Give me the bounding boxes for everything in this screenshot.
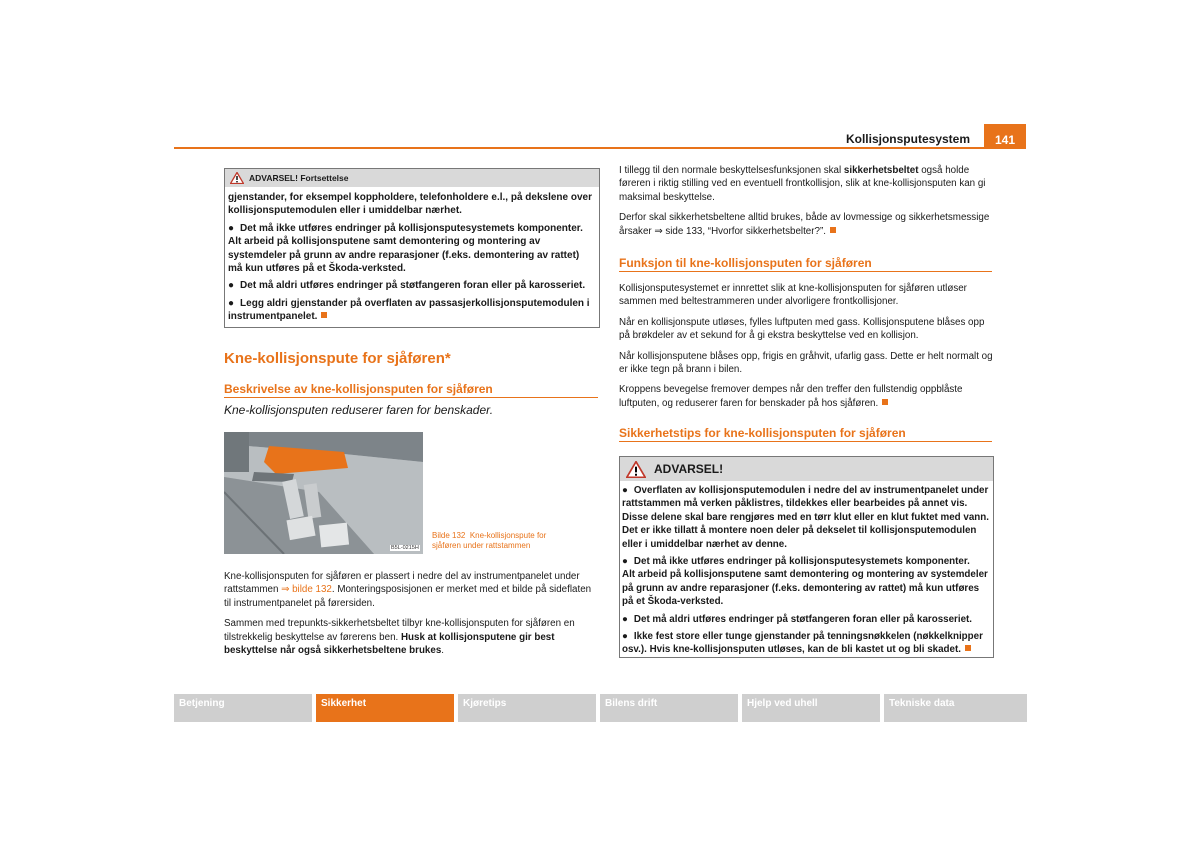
warning-item: Ikke fest store eller tunge gjenstander på tenningsnøkkelen (nøkkelknipper osv.). Hvis kne-kollisjonsputen utløses, kan de bli kastet ut og bli skadet. (622, 631, 983, 656)
tab-sikkerhet[interactable]: Sikkerhet (316, 694, 454, 722)
paragraph: Kollisjonsputesystemet er innrettet slik at kne-kollisjonsputen for sjåføren utløser sammen med beltestrammeren under alvorligere frontkollisjoner. (619, 283, 967, 308)
tab-hjelp-ved-uhell[interactable]: Hjelp ved uhell (742, 694, 880, 722)
running-header-title: Kollisjonsputesystem (845, 132, 970, 146)
paragraph: I tillegg til den normale beskyttelsesfunksjonen skal sikkerhetsbeltet også holde føreren i riktig stilling ved en eventuell frontkollisjon, slik at kne-kollisjonsputen kan gi maksimal beskyttelse. (619, 165, 986, 203)
warning-title: ADVARSEL! Fortsettelse (249, 173, 349, 183)
end-mark-icon (321, 312, 327, 318)
tab-bilens-drift[interactable]: Bilens drift (600, 694, 738, 722)
tab-kjoretips[interactable]: Kjøretips (458, 694, 596, 722)
warning-header (225, 169, 599, 187)
header-rule (174, 147, 984, 149)
figure-code: B5L-0215H (391, 545, 419, 551)
subsection-rule (619, 441, 992, 442)
paragraph: Kne-kollisjonsputen for sjåføren er plassert i nedre del av instrumentpanelet under rattstammen ⇒ bilde 132. Monteringsposisjonen er merket med et bilde på sideflaten til instrumentpanelet på førersiden. (224, 571, 592, 609)
figure-reference-link[interactable]: ⇒ bilde 132 (281, 584, 332, 596)
subsection-title: Funksjon til kne-kollisjonsputen for sjåføren (619, 256, 872, 270)
figure-number: Bilde 132 (432, 531, 466, 540)
warning-item: Legg aldri gjenstander på overflaten av passasjerkollisjonsputemodulen i instrumentpanelet. (228, 297, 590, 323)
warning-item: Det må aldri utføres endringer på støtfangeren foran eller på karosseriet. (240, 280, 586, 292)
warning-item: Det må ikke utføres endringer på kollisjonsputesystemets komponenter. (633, 556, 970, 568)
subsection-title: Sikkerhetstips for kne-kollisjonsputen for sjåføren (619, 426, 906, 440)
section-lead: Kne-kollisjonsputen reduserer faren for benskader. (224, 403, 494, 417)
warning-box-continued (224, 168, 600, 328)
warning-item: Det må ikke utføres endringer på kollisjonsputesystemets komponenter. (240, 222, 583, 234)
warning-item: Alt arbeid på kollisjonsputene samt demontering og montering av systemdeler på grunn av andre reparasjoner (f.eks. demontering av rattet) må kun utføres på et Škoda-verksted. (622, 569, 988, 608)
column-2-intro (619, 164, 994, 245)
warning-item: Overflaten av kollisjonsputemodulen i nedre del av instrumentpanelet under rattstammen må verken påklistres, tildekkes eller bearbeides på annet vis. Disse delene skal bare rengjøres med en tørr klut eller en klut fuktet med vann. Det er ikke tillatt å montere noen deler på dekselet til kollisjonsputemodulen eller i umiddelbar nærhet av denne. (622, 485, 989, 550)
subsection-title: Beskrivelse av kne-kollisjonsputen for sjåføren (224, 382, 493, 396)
paragraph: Sammen med trepunkts-sikkerhetsbeltet tilbyr kne-kollisjonsputen for sjåføren en tilstrekkelig beskyttelse av førerens ben. Husk at kollisjonsputene gir best beskyttelse når også sikkerhetsbeltene brukes. (224, 618, 575, 657)
warning-header (620, 457, 993, 481)
figure-knee-airbag-image (224, 432, 423, 554)
figure-caption (432, 531, 582, 551)
warning-item: Alt arbeid på kollisjonsputene samt demontering og montering av systemdeler på grunn av andre reparasjoner (f.eks. demontering av rattet) må kun utføres på et Škoda-verksted. (228, 236, 580, 275)
bullet-icon: ● (622, 613, 628, 625)
subsection-rule (619, 271, 992, 272)
column-2-function-text (619, 282, 994, 417)
subsection-rule (224, 397, 598, 398)
column-1-text (224, 570, 598, 664)
paragraph: Kroppens bevegelse fremover dempes når den treffer den fullstendig oppblåste luftputen, og reduserer faren for benskader på hos sjåføren. (619, 384, 963, 409)
bullet-icon: ● (228, 222, 235, 234)
paragraph: Når en kollisjonspute utløses, fylles luftputen med gass. Kollisjonsputene blåses opp på brøkdeler av et sekund for å gi ekstra beskyttelse ved en kollisjon. (619, 316, 985, 342)
tab-betjening[interactable]: Betjening (174, 694, 312, 722)
warning-item: Det må aldri utføres endringer på støtfangeren foran eller på karosseriet. (633, 613, 973, 625)
end-mark-icon (830, 227, 836, 233)
tab-tekniske-data[interactable]: Tekniske data (884, 694, 1027, 722)
warning-lead: gjenstander, for eksempel koppholdere, telefonholdere e.l., på dekslene over kollisjonsputemodulen eller i umiddelbar nærhet. (228, 192, 592, 217)
bullet-icon: ● (622, 556, 628, 568)
bullet-icon: ● (228, 297, 235, 309)
chapter-tabs (174, 694, 1027, 722)
bullet-icon: ● (622, 485, 628, 496)
page-number: 141 (984, 124, 1026, 149)
bullet-icon: ● (622, 631, 628, 643)
paragraph: Når kollisjonsputene blåses opp, frigis en gråhvit, ufarlig gass. Dette er helt normalt og er ikke tegn på brann i bilen. (619, 350, 993, 376)
warning-box (619, 456, 994, 658)
end-mark-icon (965, 645, 971, 651)
figure-caption-line2: sjåføren under rattstammen (432, 541, 531, 550)
warning-title: ADVARSEL! (654, 462, 724, 476)
end-mark-icon (882, 399, 888, 405)
warning-triangle-icon (626, 461, 646, 478)
bullet-icon: ● (228, 280, 235, 292)
paragraph: Derfor skal sikkerhetsbeltene alltid brukes, både av lovmessige og sikkerhetsmessige årsaker ⇒ side 133, “Hvorfor sikkerhetsbelter?”. (619, 212, 990, 237)
figure-caption-line1: Kne-kollisjonspute for (469, 531, 547, 540)
warning-triangle-icon (230, 172, 244, 184)
section-title: Kne-kollisjonspute for sjåføren* (224, 350, 451, 367)
